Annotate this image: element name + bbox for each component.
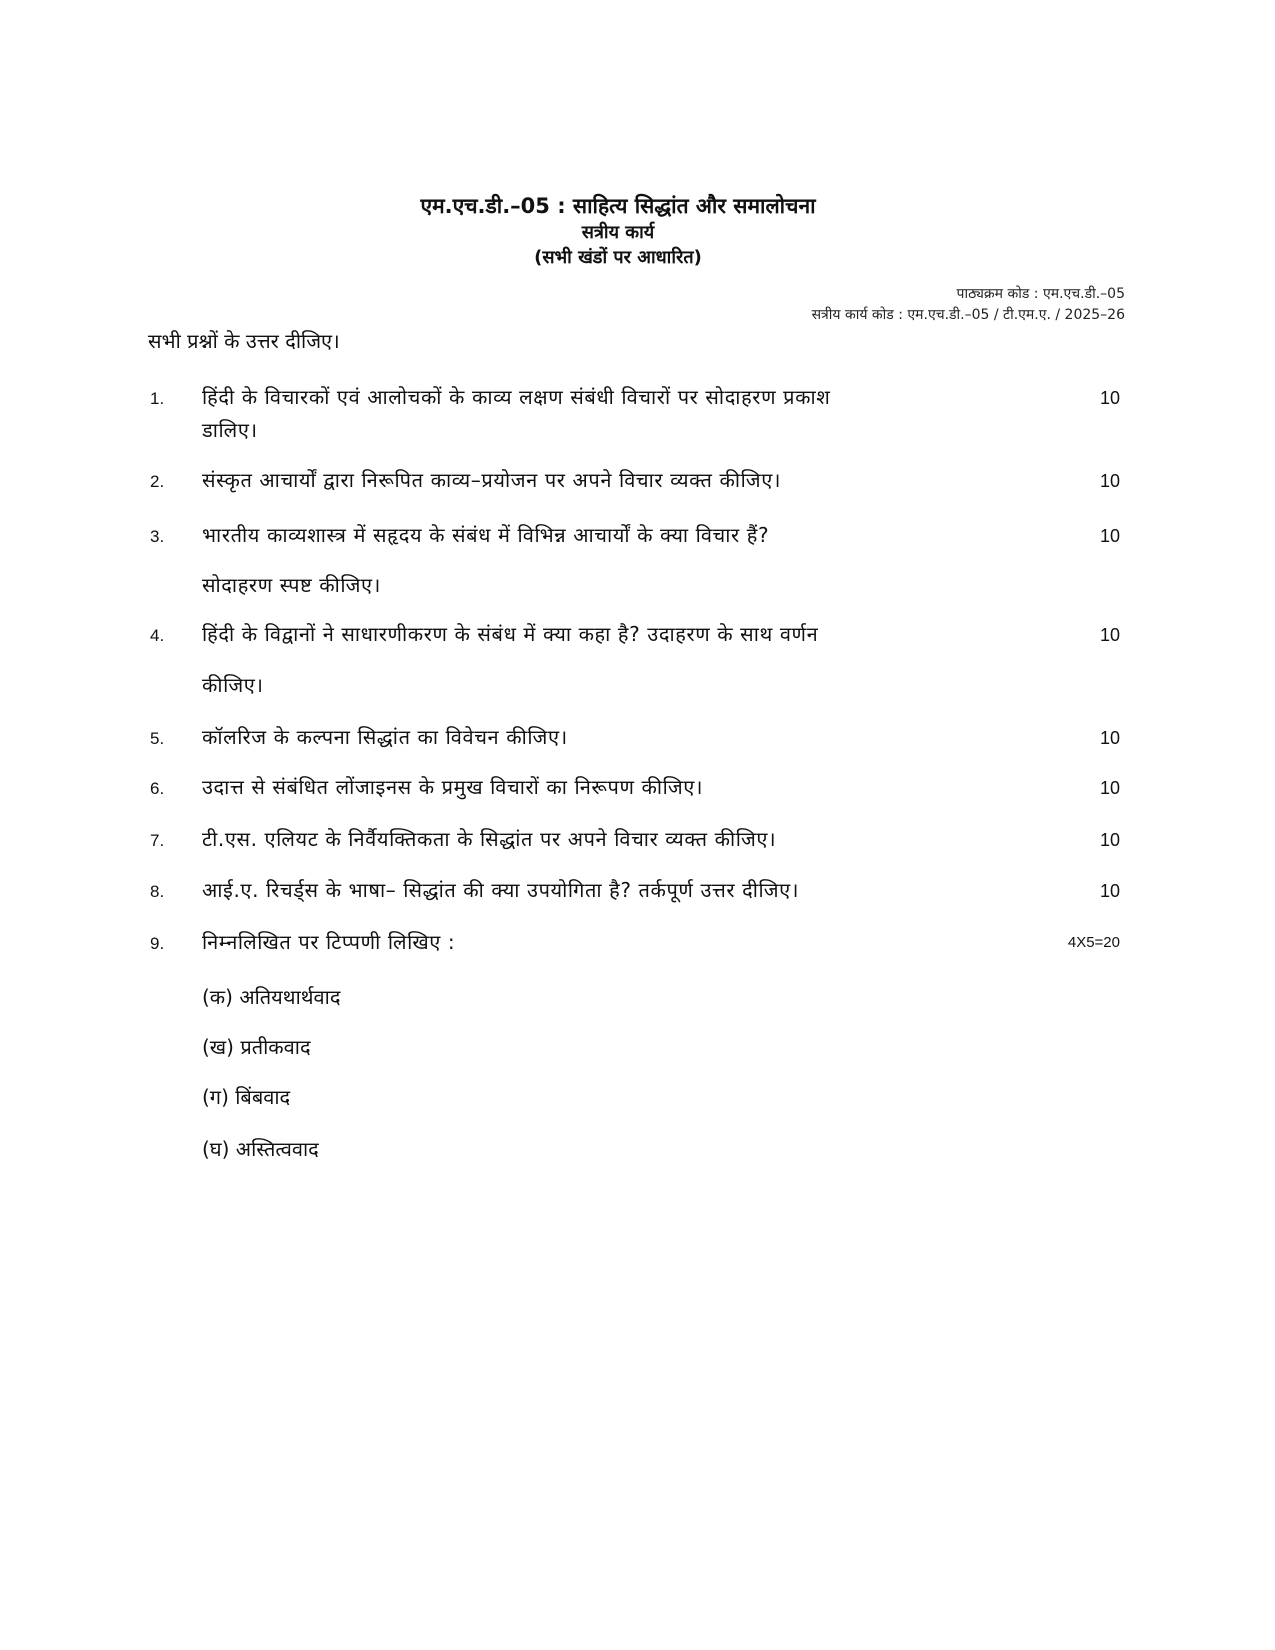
question-text-continued: डालिए। [202, 418, 258, 442]
question-number: 6. [150, 779, 165, 798]
question-marks: 4X5=20 [1067, 934, 1120, 951]
subitem-kha: (ख) प्रतीकवाद [202, 1035, 311, 1059]
question-number: 2. [150, 472, 165, 491]
question-number: 3. [150, 527, 165, 546]
course-code: पाठ्यक्रम कोड : एम.एच.डी.–05 [956, 286, 1125, 302]
question-text: कॉलरिज के कल्पना सिद्धांत का विवेचन कीजिए। [202, 725, 568, 749]
question-marks: 10 [1099, 778, 1120, 798]
subitem-ka: (क) अतियथार्थवाद [202, 985, 341, 1009]
question-number: 8. [150, 882, 165, 901]
question-text: हिंदी के विचारकों एवं आलोचकों के काव्य लक्षण संबंधी विचारों पर सोदाहरण प्रकाश [202, 385, 831, 409]
question-text: टी.एस. एलियट के निर्वैयक्तिकता के सिद्धांत पर अपने विचार व्यक्त कीजिए। [202, 827, 777, 851]
question-number: 1. [150, 389, 165, 408]
question-marks: 10 [1099, 881, 1120, 901]
question-marks: 10 [1099, 830, 1120, 850]
question-text-continued: सोदाहरण स्पष्ट कीजिए। [202, 573, 381, 597]
question-text: भारतीय काव्यशास्त्र में सहृदय के संबंध में विभिन्न आचार्यों के क्या विचार हैं? [202, 523, 770, 547]
question-text: संस्कृत आचार्यों द्वारा निरूपित काव्य–प्रयोजन पर अपने विचार व्यक्त कीजिए। [202, 468, 782, 492]
assignment-code: सत्रीय कार्य कोड : एम.एच.डी.–05 / टी.एम.ए. / 2025–26 [811, 307, 1125, 323]
question-text: उदात्त से संबंधित लोंजाइनस के प्रमुख विचारों का निरूपण कीजिए। [202, 775, 704, 799]
question-marks: 10 [1099, 526, 1120, 546]
subitem-ga: (ग) बिंबवाद [202, 1085, 291, 1109]
question-number: 4. [150, 626, 165, 645]
document-title: एम.एच.डी.–05 : साहित्य सिद्धांत और समालोचना [420, 194, 816, 218]
question-marks: 10 [1099, 388, 1120, 408]
question-text: निम्नलिखित पर टिप्पणी लिखिए : [202, 930, 456, 954]
question-marks: 10 [1099, 625, 1120, 645]
instruction-text: सभी प्रश्नों के उत्तर दीजिए। [148, 329, 340, 353]
question-marks: 10 [1099, 728, 1120, 748]
question-number: 9. [150, 934, 165, 953]
question-text: आई.ए. रिचर्ड्स के भाषा– सिद्धांत की क्या उपयोगिता है? तर्कपूर्ण उत्तर दीजिए। [202, 878, 800, 902]
subitem-gha: (घ) अस्तित्ववाद [202, 1137, 319, 1161]
document-subtitle: सत्रीय कार्य [581, 222, 655, 243]
document-basis: (सभी खंडों पर आधारित) [534, 247, 702, 268]
question-text: हिंदी के विद्वानों ने साधारणीकरण के संबंध में क्या कहा है? उदाहरण के साथ वर्णन [202, 622, 819, 646]
question-text-continued: कीजिए। [202, 673, 264, 697]
question-number: 7. [150, 831, 165, 850]
question-marks: 10 [1099, 471, 1120, 491]
question-number: 5. [150, 729, 165, 748]
